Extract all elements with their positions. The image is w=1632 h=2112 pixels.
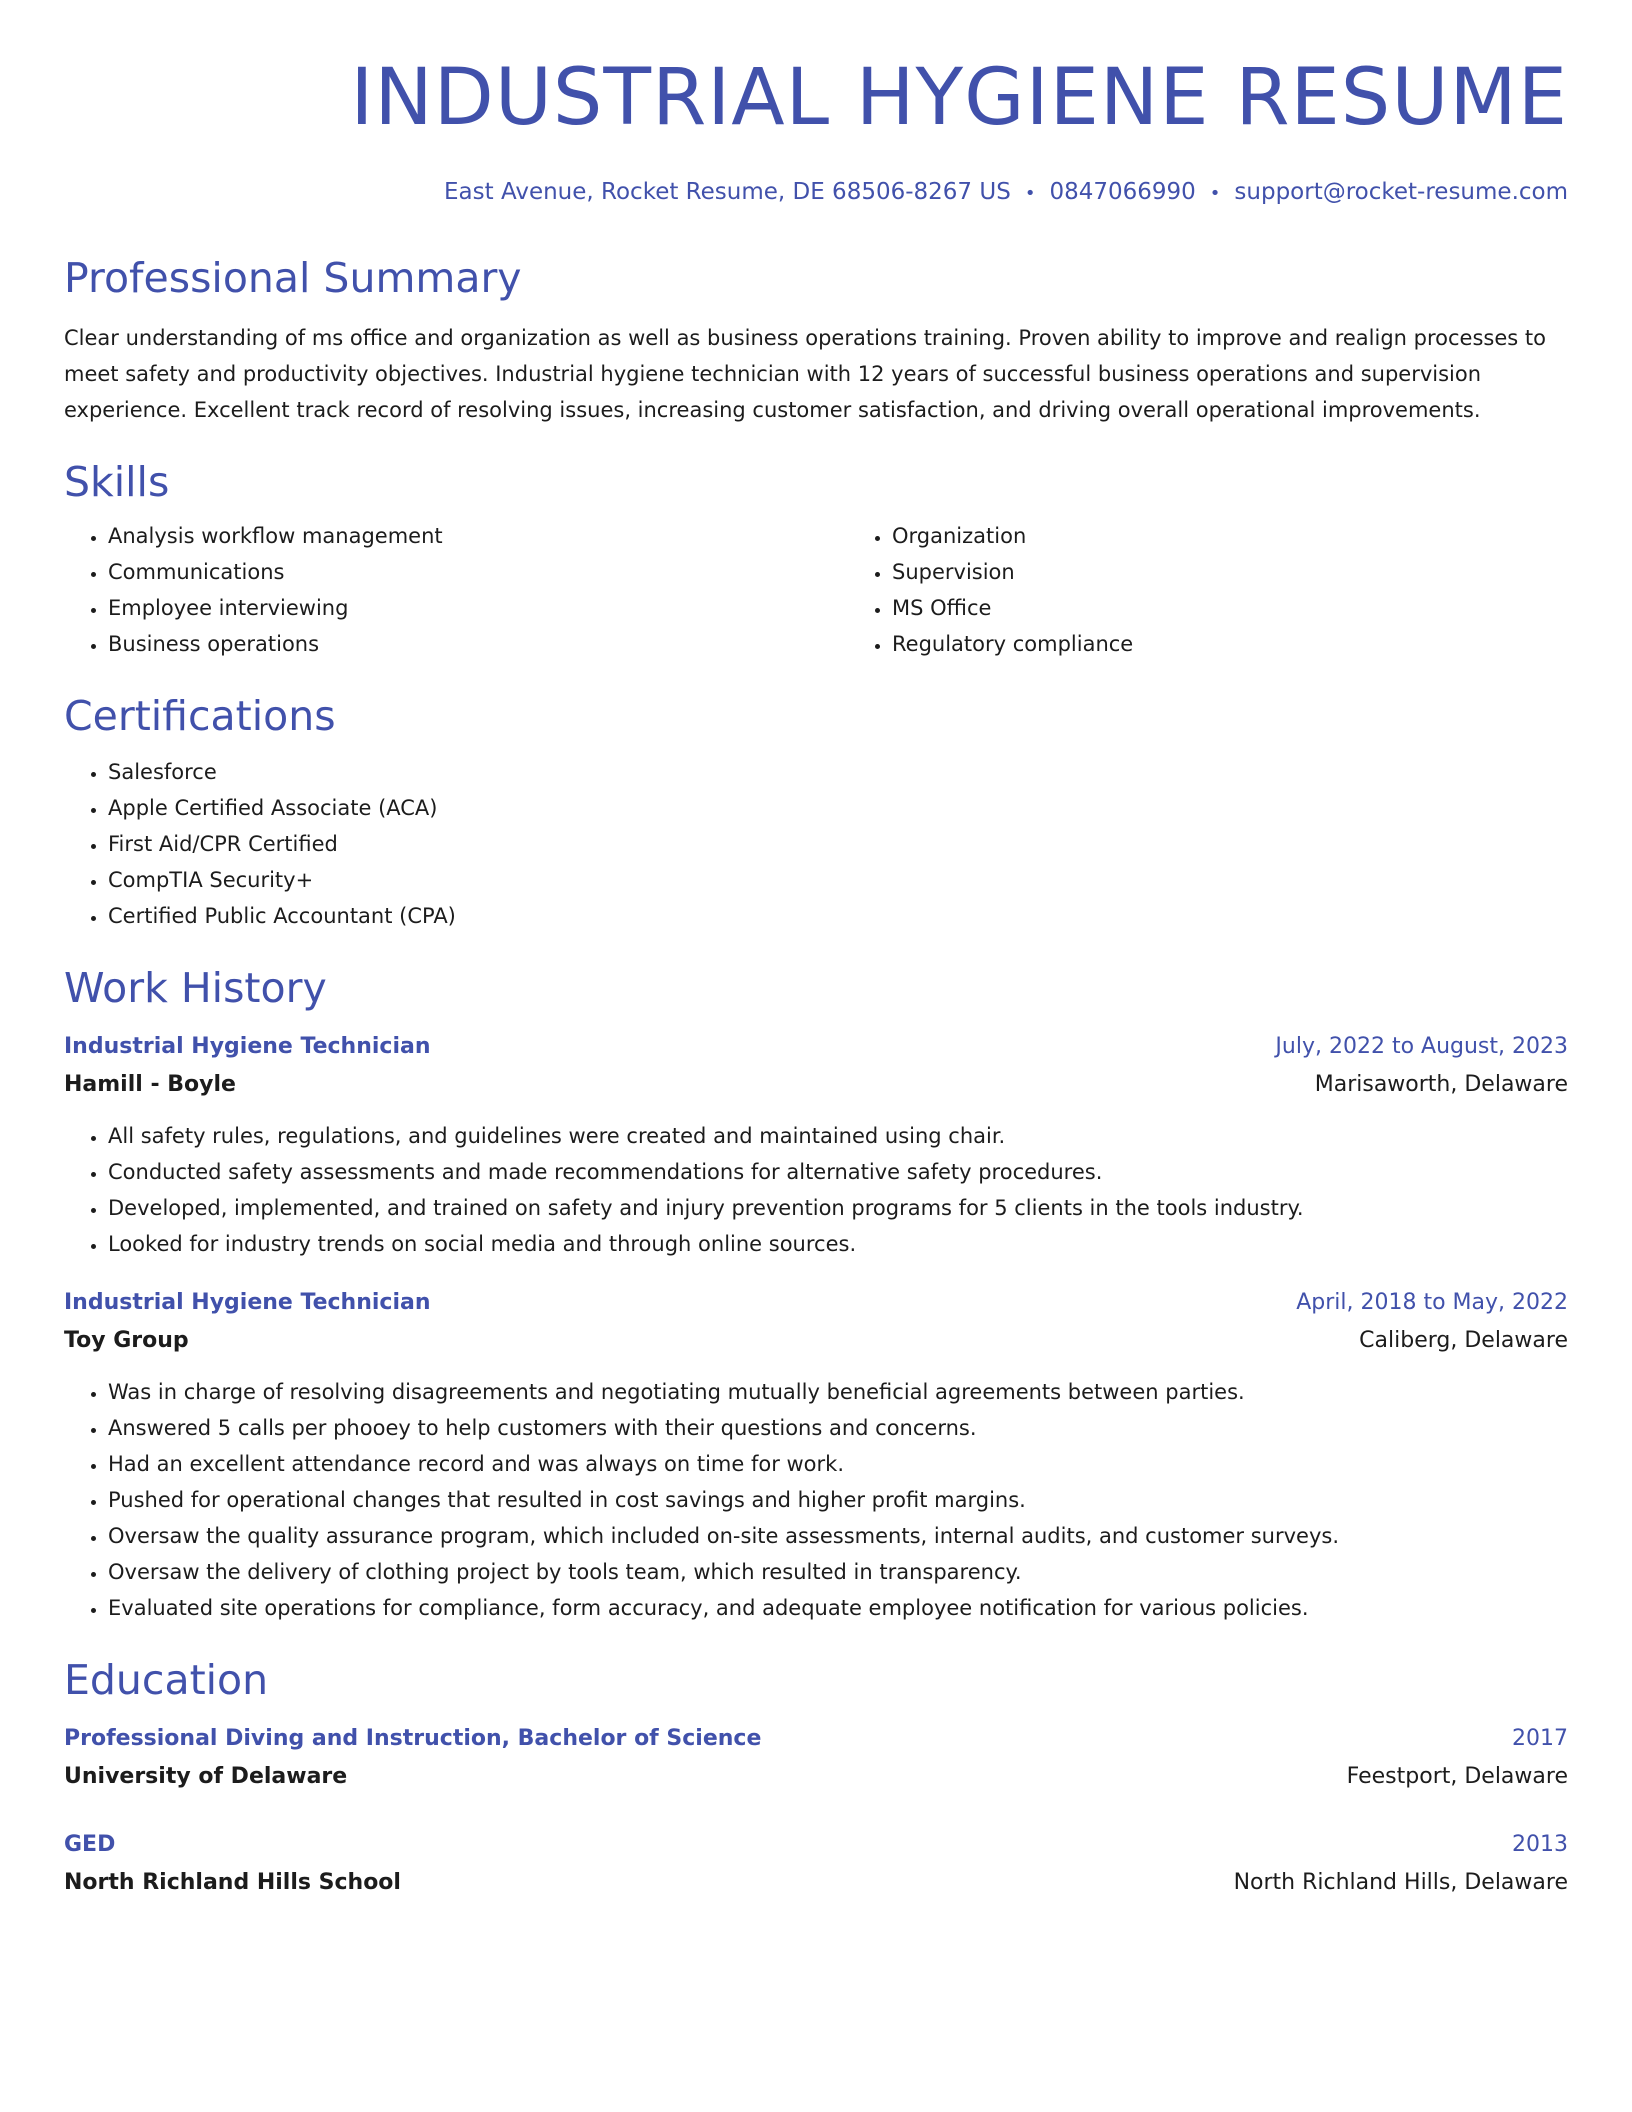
education-year: 2013 [1512, 1832, 1568, 1857]
skills-column-right [848, 518, 1133, 662]
skill-item: • Business operations [108, 626, 848, 662]
contact-email[interactable]: support@rocket-resume.com [1234, 179, 1568, 205]
job-company: Hamill - Boyle [64, 1072, 236, 1097]
job-company-row [64, 1066, 1568, 1104]
contact-line [64, 176, 1568, 210]
job-dates: July, 2022 to August, 2023 [1275, 1034, 1568, 1059]
job-bullet: • All safety rules, regulations, and guidelines were created and maintained using chair. [108, 1118, 1568, 1154]
education-degree: GED [64, 1832, 116, 1857]
skill-item: • Regulatory compliance [892, 626, 1133, 662]
job-bullets [64, 1118, 1568, 1262]
education-year: 2017 [1512, 1726, 1568, 1751]
education-school-row [64, 1864, 1568, 1902]
job-bullet: • Oversaw the quality assurance program, which included on-site assessments, internal audits, and customer surveys. [108, 1518, 1568, 1554]
skill-item: • MS Office [892, 590, 1133, 626]
contact-separator: • [1024, 183, 1036, 204]
job-bullet: • Pushed for operational changes that resulted in cost savings and higher profit margins. [108, 1482, 1568, 1518]
job-bullet: • Looked for industry trends on social media and through online sources. [108, 1226, 1568, 1262]
certification-item: • First Aid/CPR Certified [108, 826, 1568, 862]
education-school: University of Delaware [64, 1764, 348, 1789]
job-bullets [64, 1374, 1568, 1626]
job-header-row [64, 1028, 1568, 1066]
skills-column-left [64, 518, 848, 662]
skills-heading: Skills [64, 458, 170, 506]
education-degree: Professional Diving and Instruction, Bachelor of Science [64, 1726, 762, 1751]
job-bullet: • Conducted safety assessments and made recommendations for alternative safety procedures. [108, 1154, 1568, 1190]
skill-item: • Organization [892, 518, 1133, 554]
job-company: Toy Group [64, 1328, 189, 1353]
summary-text: Clear understanding of ms office and organization as well as business operations training. Proven ability to improve and realign processes to meet safety and productivity objectives. Industrial hygiene technician with 12 years of successful business operations and supervision experience. Excellent track record of resolving issues, increasing customer satisfaction, and driving overall operational improvements. [64, 326, 1546, 422]
contact-phone: 0847066990 [1049, 179, 1196, 205]
certification-item: • Certified Public Accountant (CPA) [108, 898, 1568, 934]
job-entry [64, 1284, 1568, 1626]
resume-title: INDUSTRIAL HYGIENE RESUME [350, 53, 1568, 143]
skill-item: • Communications [108, 554, 848, 590]
education-location: North Richland Hills, Delaware [1233, 1870, 1568, 1895]
work-history-heading: Work History [64, 964, 327, 1012]
education-school: North Richland Hills School [64, 1870, 401, 1895]
education-header-row [64, 1826, 1568, 1864]
certification-item: • CompTIA Security+ [108, 862, 1568, 898]
job-location: Marisaworth, Delaware [1314, 1072, 1568, 1097]
summary-heading: Professional Summary [64, 254, 522, 302]
education-entry [64, 1826, 1568, 1902]
education-entry [64, 1720, 1568, 1796]
education-header-row [64, 1720, 1568, 1758]
contact-address: East Avenue, Rocket Resume, DE 68506-8267 US [444, 179, 1011, 205]
job-company-row [64, 1322, 1568, 1360]
job-bullet: • Was in charge of resolving disagreements and negotiating mutually beneficial agreements between parties. [108, 1374, 1568, 1410]
job-bullet: • Oversaw the delivery of clothing project by tools team, which resulted in transparency. [108, 1554, 1568, 1590]
certifications-heading: Certifications [64, 692, 336, 740]
certification-item: • Apple Certified Associate (ACA) [108, 790, 1568, 826]
skill-item: • Supervision [892, 554, 1133, 590]
job-bullet: • Had an excellent attendance record and was always on time for work. [108, 1446, 1568, 1482]
job-bullet: • Developed, implemented, and trained on safety and injury prevention programs for 5 clients in the tools industry. [108, 1190, 1568, 1226]
skill-item: • Analysis workflow management [108, 518, 848, 554]
education-heading: Education [64, 1656, 269, 1704]
job-entry [64, 1028, 1568, 1262]
job-bullet: • Evaluated site operations for compliance, form accuracy, and adequate employee notification for various policies. [108, 1590, 1568, 1626]
education-location: Feestport, Delaware [1346, 1764, 1568, 1789]
job-title: Industrial Hygiene Technician [64, 1290, 431, 1315]
certification-item: • Salesforce [108, 754, 1568, 790]
contact-separator: • [1209, 183, 1221, 204]
job-header-row [64, 1284, 1568, 1322]
job-dates: April, 2018 to May, 2022 [1296, 1290, 1568, 1315]
job-location: Caliberg, Delaware [1359, 1328, 1568, 1353]
certifications-list [64, 754, 1568, 934]
skill-item: • Employee interviewing [108, 590, 848, 626]
skills-list [64, 518, 1568, 662]
education-school-row [64, 1758, 1568, 1796]
job-bullet: • Answered 5 calls per phooey to help customers with their questions and concerns. [108, 1410, 1568, 1446]
job-title: Industrial Hygiene Technician [64, 1034, 431, 1059]
